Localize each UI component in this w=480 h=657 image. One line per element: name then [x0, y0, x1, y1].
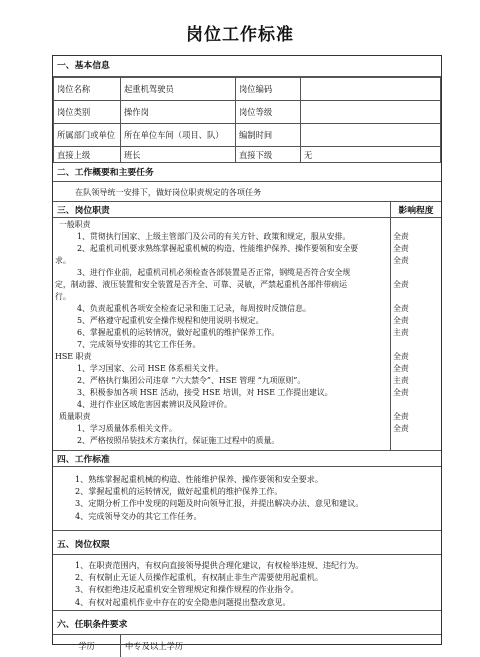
- duty-line: 3、进行作业前，起重机司机必须检查各部装置是否正常，钢缆是否符合安全规: [77, 268, 351, 277]
- section-requirements-heading: 六、任职条件要求: [53, 611, 441, 635]
- impact-heading-label: 影响程度: [398, 206, 434, 216]
- value-cell: 无: [301, 147, 441, 163]
- duties-heading-label: 三、岗位职责: [53, 202, 391, 217]
- section-summary-heading: 二、工作概要和主要任务: [53, 163, 441, 182]
- education-label: 学历: [53, 635, 121, 657]
- impact-value: 全责: [393, 244, 409, 253]
- duties-text: [53, 218, 391, 450]
- table-row: [54, 124, 441, 147]
- label-cell: 岗位类别: [54, 101, 121, 124]
- value-cell: 起重机驾驶员: [121, 78, 236, 101]
- impact-value: 全责: [393, 280, 409, 289]
- impact-value: 主责: [393, 376, 409, 385]
- authority-line: 3、有权拒绝违反起重机安全管理规定和操作规程的作业指令。: [75, 584, 299, 595]
- duty-line: HSE 职责: [55, 352, 92, 361]
- value-cell: [301, 101, 441, 124]
- duty-line: 2、严格执行集团公司违章 “六大禁令”、HSE 管理 “九项原则”。: [77, 376, 306, 385]
- duty-line: 1、学习质量体系相关文件。: [77, 424, 177, 433]
- duty-line: 4、负责起重机各项安全检查记录和施工记录，每周按时反馈信息。: [77, 304, 311, 313]
- summary-block: [53, 182, 441, 202]
- standard-line: 3、定期分析工作中发现的问题及时向领导汇报，并提出解决办法、意见和建议。: [75, 498, 364, 509]
- duty-line: 5、严格遵守起重机安全操作规程和使用说明书规定。: [77, 316, 264, 325]
- duty-line: 定，制动器、液压装置和安全装置是否齐全、可靠、灵敏，严禁起重机各部件带病运: [55, 280, 347, 289]
- label-cell: 岗位等级: [236, 101, 301, 124]
- duty-line: 质量职责: [59, 412, 91, 421]
- label-cell: 岗位名称: [54, 78, 121, 101]
- duty-line: 2、严格按照吊装技术方案执行，保证施工过程中的质量。: [77, 436, 280, 445]
- impact-value: 全责: [393, 412, 409, 421]
- duty-line: 行。: [55, 292, 71, 301]
- value-cell: [301, 124, 441, 147]
- duty-line: 求。: [55, 256, 71, 265]
- table-row: [54, 147, 441, 163]
- standard-line: 2、掌握起重机的运转情况，做好起重机的维护保养工作。: [75, 486, 283, 497]
- impact-value: 全责: [393, 364, 409, 373]
- authority-line: 1、在职责范围内，有权向直接领导提供合理化建议，有权检举违规、违纪行为。: [75, 560, 364, 570]
- impact-value: 全责: [393, 316, 409, 325]
- label-cell: 直接下级: [236, 147, 301, 163]
- duty-line: 2、起重机司机要求熟练掌握起重机械的构造、性能维护保养、操作要领和安全要: [77, 244, 359, 253]
- standard-line: 1、熟练掌握起重机械的构造、性能维护保养、操作要领和安全要求。: [75, 474, 323, 484]
- education-value: 中专及以上学历: [125, 641, 184, 651]
- authority-line: 4、有权对起重机作业中存在的安全隐患问题提出整改意见。: [75, 596, 291, 607]
- section-standards-heading: 四、工作标准: [53, 451, 441, 467]
- impact-value: 全责: [393, 388, 409, 397]
- impact-value: 全责: [393, 304, 409, 313]
- impact-value: 全责: [393, 424, 409, 433]
- value-cell: 操作岗: [121, 101, 236, 124]
- duty-line: 6、掌握起重机的运转情况，做好起重机的维护保养工作。: [77, 328, 280, 337]
- duty-line: 一般职责: [59, 220, 91, 229]
- authority-line: 2、有权制止无证人员操作起重机，有权制止非生产需要使用起重机。: [75, 572, 323, 583]
- duty-line: 3、积极参加各项 HSE 活动，接受 HSE 培训，对 HSE 工作提出建议。: [77, 388, 333, 397]
- duty-line: 1、贯彻执行国家、上级主管部门及公司的有关方针、政策和规定，服从安排。: [77, 232, 351, 241]
- impact-value: 全责: [393, 232, 409, 241]
- section-duties-heading: [53, 202, 441, 218]
- basic-info-table: [53, 77, 441, 163]
- label-cell: 直接上级: [54, 147, 121, 163]
- impact-value: 全责: [393, 352, 409, 361]
- impact-value: 主责: [393, 328, 409, 337]
- duty-line: 7、完成领导安排的其它工作任务。: [77, 340, 201, 349]
- summary-text: 在队领导统一安排下，做好岗位职责规定的各项任务: [75, 187, 262, 197]
- duties-block: [53, 218, 441, 451]
- table-row: [54, 78, 441, 101]
- education-row: [53, 635, 441, 657]
- value-cell: 所在单位车间（项目、队）: [121, 124, 236, 147]
- label-cell: 编制时间: [236, 124, 301, 147]
- standards-block: [53, 467, 441, 531]
- duty-line: 4、进行作业区域危害因素辨识及风险评价。: [77, 400, 232, 409]
- impact-value: 全责: [393, 256, 409, 265]
- job-standard-form: [52, 55, 442, 651]
- label-cell: 岗位编码: [236, 78, 301, 101]
- section-basic-info-heading: 一、基本信息: [53, 56, 441, 77]
- authority-block: [53, 555, 441, 611]
- impact-column: [391, 218, 441, 450]
- standard-line: 4、完成领导交办的其它工作任务。: [75, 510, 202, 521]
- table-row: [54, 101, 441, 124]
- duty-line: 1、学习国家、公司 HSE 体系相关文件。: [77, 364, 224, 373]
- value-cell: 班长: [121, 147, 236, 163]
- value-cell: [301, 78, 441, 101]
- page-title: 岗位工作标准: [186, 25, 294, 45]
- label-cell: 所属部门或单位: [54, 124, 121, 147]
- section-authority-heading: 五、岗位权限: [53, 531, 441, 555]
